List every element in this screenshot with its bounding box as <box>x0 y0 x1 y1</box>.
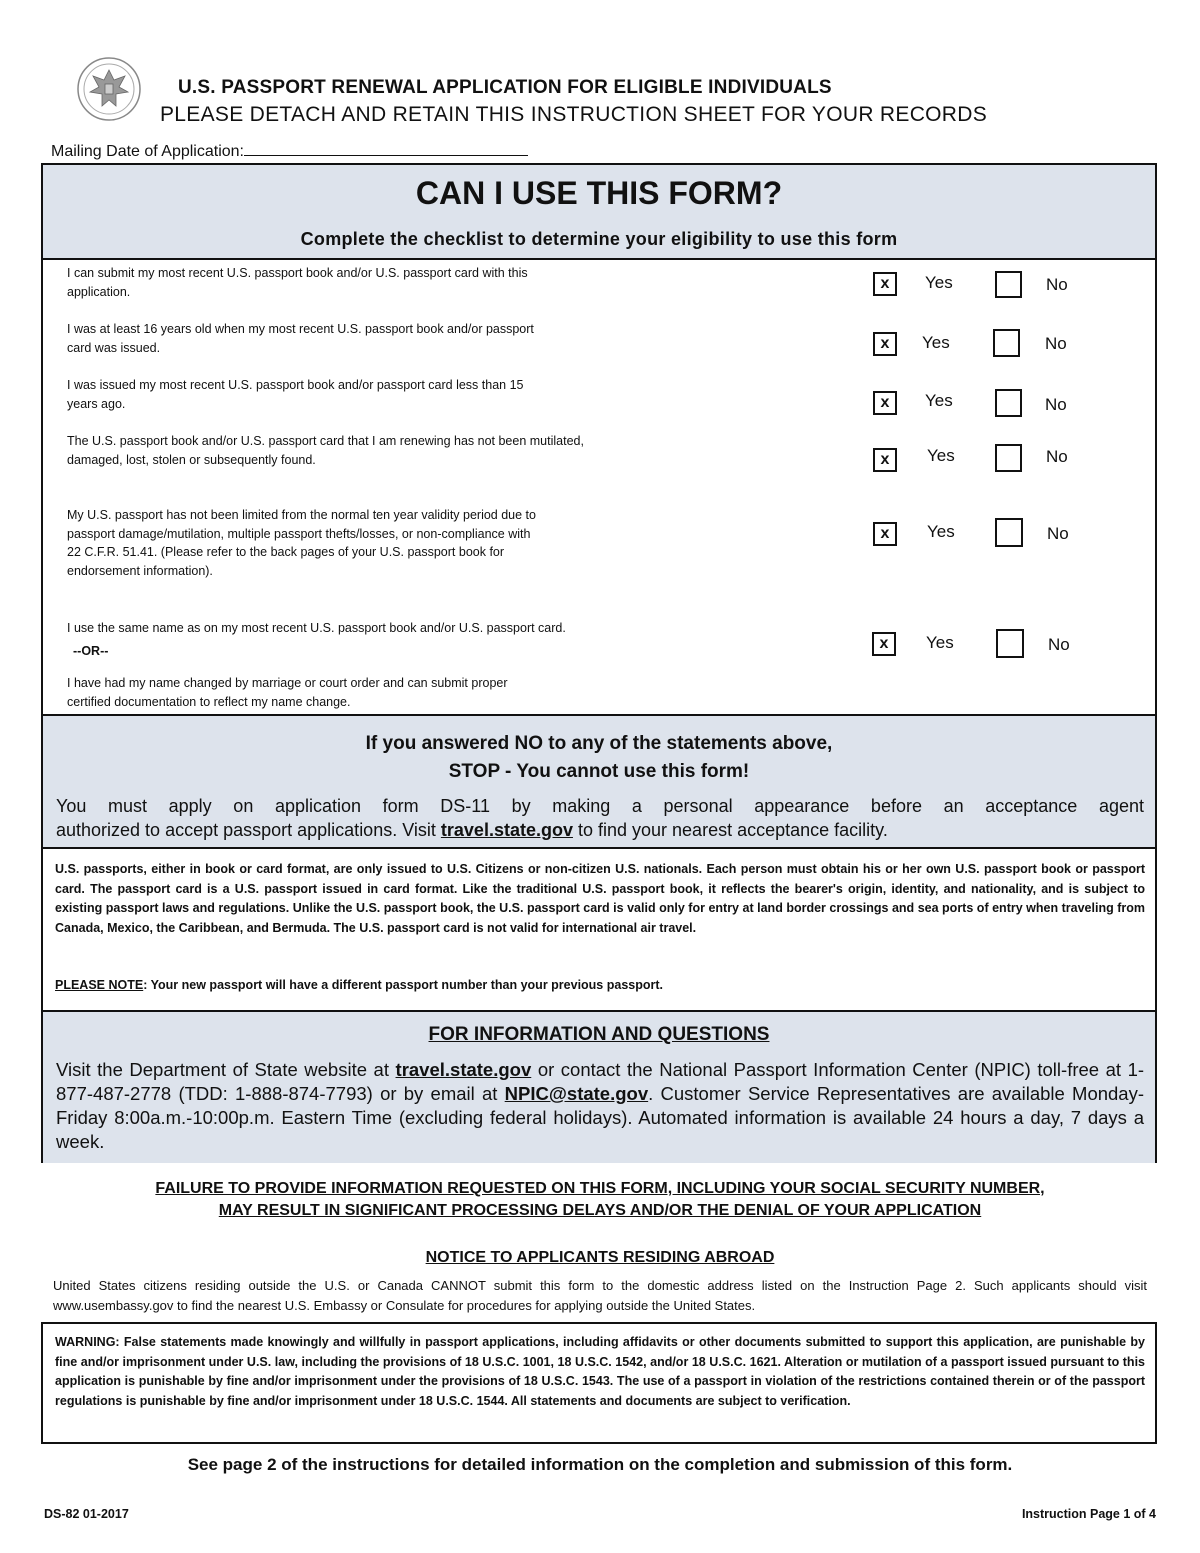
yes-checkbox[interactable]: x <box>873 332 897 356</box>
no-checkbox[interactable] <box>996 629 1024 658</box>
stop-line-1: If you answered NO to any of the statements above, <box>365 733 833 754</box>
stop-body-b <box>56 818 1144 842</box>
form-subtitle: PLEASE DETACH AND RETAIN THIS INSTRUCTION SHEET FOR YOUR RECORDS <box>160 103 988 126</box>
info-text: Visit the Department of State website at <box>56 1059 389 1080</box>
no-label: No <box>1045 334 1067 353</box>
checklist-header <box>43 165 1155 260</box>
yes-label: Yes <box>922 333 950 352</box>
or-separator: --OR-- <box>73 643 109 658</box>
info-text: or contact the National Passport Information Center (NPIC) toll-free at 1-877-487-2778 (TDD: 1-888-874-7793) or by email at <box>56 1059 1145 1104</box>
question-text-b: I have had my name changed by marriage or court order and can submit proper certified documentation to reflect my name change. <box>67 676 508 709</box>
info-questions-body <box>56 1058 1144 1154</box>
stop-body-text-end: to find your nearest acceptance facility. <box>577 820 888 840</box>
yes-label: Yes <box>926 633 954 652</box>
stop-panel <box>43 714 1155 849</box>
yes-checkbox[interactable]: x <box>873 522 897 546</box>
travel-state-gov-link[interactable]: travel.state.gov <box>440 820 573 840</box>
form-title: U.S. PASSPORT RENEWAL APPLICATION FOR ELIGIBLE INDIVIDUALS <box>178 77 832 98</box>
info-questions-title: FOR INFORMATION AND QUESTIONS <box>428 1024 770 1045</box>
yes-label: Yes <box>927 446 955 465</box>
checklist-subtitle: Complete the checklist to determine your eligibility to use this form <box>300 229 898 249</box>
us-seal-icon <box>70 56 148 122</box>
no-label: No <box>1048 635 1070 654</box>
warning-text: WARNING: False statements made knowingly and willfully in passport applications, including affidavits or other documents submitted to support this application, are punishable by fine and/or imprisonment under U.S. law, including the provisions of 18 U.S.C. 1001, 18 U.S.C. 1542, and/or 18 U.S.C. 1621. Alteration or mutilation of a passport issued pursuant to this application is punishable by fine and/or imprisonment under the provisions of 18 U.S.C. 1543. The use of a passport in violation of the restrictions contained therein or of the passport regulations is punishable by fine and/or imprisonment under 18 U.S.C. 1544. All statements and documents are subject to verification. <box>55 1335 1145 1408</box>
no-checkbox[interactable] <box>995 389 1022 417</box>
info-text: . Customer Service Representatives are available Monday-Friday 8:00a.m.-10:00p.m. Eastern Time (excluding federal holidays). Automated information is available 24 hours a day, 7 days a week. <box>56 1083 1145 1152</box>
abroad-notice-text: United States citizens residing outside the U.S. or Canada CANNOT submit this form to the domestic address listed on the Instruction Page 2. Such applicants should visit www.usembassy.gov to find the nearest U.S. Embassy or Consulate for procedures for applying outside the United States. <box>53 1278 1147 1313</box>
no-label: No <box>1047 524 1069 543</box>
mailing-date-field[interactable] <box>244 141 528 156</box>
no-label: No <box>1045 395 1067 414</box>
page-number: Instruction Page 1 of 4 <box>1021 1507 1156 1521</box>
failure-notice-line-2: MAY RESULT IN SIGNIFICANT PROCESSING DELAYS AND/OR THE DENIAL OF YOUR APPLICATION <box>218 1202 982 1219</box>
question-text: The U.S. passport book and/or U.S. passport card that I am renewing has not been mutilated, damaged, lost, stolen or subsequently found. <box>67 434 584 467</box>
travel-state-gov-link[interactable]: travel.state.gov <box>395 1059 532 1080</box>
mailing-date-row <box>51 141 528 161</box>
question-text-a: I use the same name as on my most recent U.S. passport book and/or U.S. passport card. <box>67 621 566 635</box>
please-note <box>55 978 1145 992</box>
no-label: No <box>1046 275 1068 294</box>
no-checkbox[interactable] <box>995 518 1023 547</box>
npic-email-link[interactable]: NPIC@state.gov <box>504 1083 649 1104</box>
question-text: I was at least 16 years old when my most recent U.S. passport book and/or passport card was issued. <box>67 322 534 355</box>
abroad-notice-title: NOTICE TO APPLICANTS RESIDING ABROAD <box>425 1249 775 1266</box>
no-label: No <box>1046 447 1068 466</box>
no-checkbox[interactable] <box>993 329 1020 357</box>
stop-body-a: You must apply on application form DS-11 by making a personal appearance before an acceptance agent <box>56 796 1144 816</box>
mailing-date-label: Mailing Date of Application: <box>51 143 244 160</box>
see-page-note: See page 2 of the instructions for detailed information on the completion and submission of this form. <box>187 1455 1013 1474</box>
please-note-text: : Your new passport will have a different passport number than your previous passport. <box>143 978 663 992</box>
question-text <box>67 619 567 656</box>
form-id: DS-82 01-2017 <box>44 1507 129 1521</box>
info-questions-panel <box>43 1010 1155 1163</box>
yes-checkbox[interactable]: x <box>873 391 897 415</box>
yes-checkbox[interactable]: x <box>872 632 896 656</box>
passport-info-paragraph: U.S. passports, either in book or card format, are only issued to U.S. Citizens or non-citizen U.S. nationals. Each person must obtain his or her own U.S. passport book or passport card. The passport card is a U.S. passport issued in card format. Like the traditional U.S. passport book, it reflects the bearer's origin, identity, and nationality, and is subject to existing passport laws and regulations. Unlike the U.S. passport book, the U.S. passport card is valid only for entry at land border crossings and sea ports of entry when traveling from Canada, Mexico, the Caribbean, and Bermuda. The U.S. passport card is not valid for international air travel. <box>55 862 1145 935</box>
stop-line-2: STOP - You cannot use this form! <box>448 761 750 782</box>
yes-checkbox[interactable]: x <box>873 272 897 296</box>
checklist-title: CAN I USE THIS FORM? <box>415 175 783 211</box>
question-text: I was issued my most recent U.S. passport book and/or passport card less than 15 years ago. <box>67 378 524 411</box>
yes-label: Yes <box>925 273 953 292</box>
no-checkbox[interactable] <box>995 271 1022 298</box>
no-checkbox[interactable] <box>995 444 1022 472</box>
please-note-label: PLEASE NOTE <box>55 978 144 992</box>
failure-notice-line-1: FAILURE TO PROVIDE INFORMATION REQUESTED ON THIS FORM, INCLUDING YOUR SOCIAL SECURITY NUMBER, <box>155 1180 1045 1197</box>
yes-label: Yes <box>925 391 953 410</box>
question-text: I can submit my most recent U.S. passport book and/or U.S. passport card with this application. <box>67 266 528 299</box>
question-text: My U.S. passport has not been limited from the normal ten year validity period due to passport damage/mutilation, multiple passport thefts/losses, or non-compliance with 22 C.F.R. 51.41. (Please refer to the back pages of your U.S. passport book for endorsement information). <box>67 508 536 579</box>
yes-checkbox[interactable]: x <box>873 448 897 472</box>
stop-body-text: authorized to accept passport applications. Visit <box>56 820 436 840</box>
yes-label: Yes <box>927 522 955 541</box>
